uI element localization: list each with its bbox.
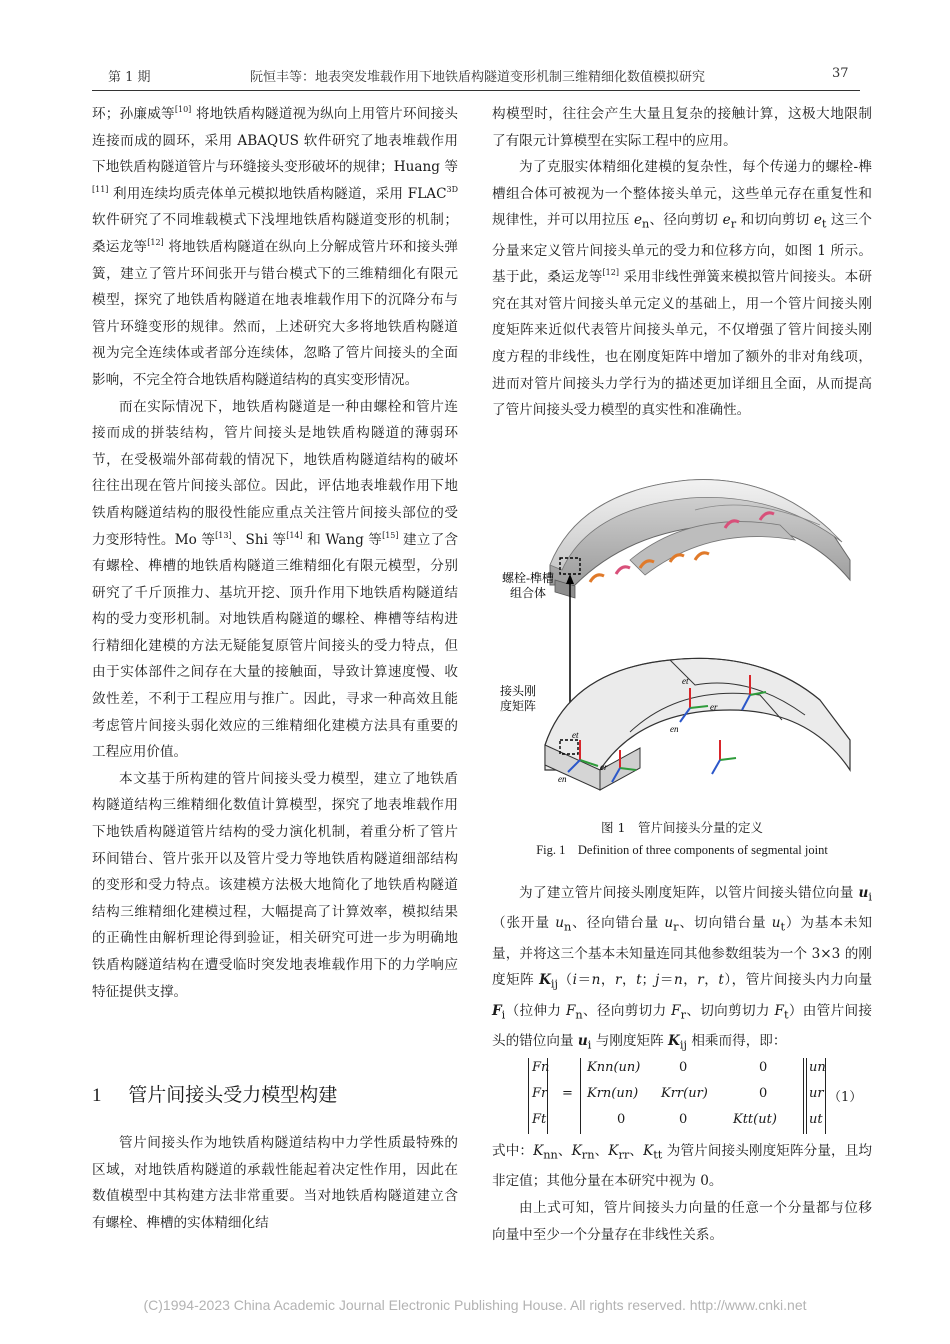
k-cell: Ktt(ut) <box>733 1112 777 1127</box>
disp-r: ur <box>809 1086 824 1101</box>
figure-caption-cn: 图 1 管片间接头分量的定义 <box>601 820 763 835</box>
k-cell: 0 <box>759 1060 768 1075</box>
figure-caption-en: Fig. 1 Definition of three components of segmental joint <box>536 843 828 857</box>
right-column <box>492 101 872 424</box>
axis-label-er: er <box>600 762 608 772</box>
k-cell: Krn(un) <box>587 1086 639 1101</box>
paragraph: 构模型时，往往会产生大量且复杂的接触计算，这极大地限制了有限元计算模型在实际工程中的应用。 <box>492 106 872 149</box>
paragraph: 而在实际情况下，地铁盾构隧道是一种由螺栓和管片连接而成的拼装结构，管片间接头是地铁盾构隧道的薄弱环节，在受极端外部荷载的情况下，地铁盾构隧道结构的破坏往往出现在管片间接头部位。因此，评估地表堆载作用下地铁盾构隧道结构的服役性能应重点关注管片间接头部位的受力变形特性。Mo 等[13]、Shi 等[14] 和 Wang 等[15] 建立了含有螺栓、榫槽的地铁盾构隧道三维精细化有限元模型，分别研究了千斤顶推力、基坑开挖、顶升作用下地铁盾构隧道结构的受力变形机制。对地铁盾构隧道的螺栓、榫槽等结构进行精细化建模的方法无疑能复原管片间接头的受力特点，但由于实体部件之间存在大量的接触面，导致计算速度慢、收敛性差，不利于工程应用与推广。因此，寻求一种高效且能考虑管片间接头弱化效应的三维精细化建模方法具有重要的工程应用价值。 <box>92 398 458 761</box>
figure-tunnel-joint <box>500 470 870 815</box>
left-column <box>92 101 458 1005</box>
force-n: Fn <box>532 1060 550 1075</box>
axis-label-et: et <box>682 676 689 686</box>
running-title: 阮恒丰等：地表突发堆载作用下地铁盾构隧道变形机制三维精细化数值模拟研究 <box>250 70 706 85</box>
equation-1 <box>492 1058 872 1138</box>
disp-n: un <box>809 1060 826 1075</box>
force-r: Fr <box>532 1086 548 1101</box>
paragraph: 环；孙廉威等[10] 将地铁盾构隧道视为纵向上用管片环间接头连接而成的圆环，采用 ABAQUS 软件研究了地表堆载作用下地铁盾构隧道管片与环缝接头变形破坏的规律；Huang 等[11] 利用连续均质壳体单元模拟地铁盾构隧道，采用 $FLAC^{3D}$ 软件研究了不同堆载模式下浅埋地铁盾构隧道变形的机制；桑运龙等[12] 将地铁盾构隧道在纵向上分解成管片环和接头弹簧，建立了管片环间张开与错台模式下的三维精细化有限元模型，探究了地铁盾构隧道在地表堆载作用下的沉降分布与管片环缝变形的规律。然而，上述研究大多将地铁盾构隧道视为完全连续体或者部分连续体，忽略了管片间接头的全面影响，不完全符合地铁盾构隧道结构的真实变形情况。 <box>92 105 459 388</box>
page-number: 37 <box>832 66 849 81</box>
k-cell: Krr(ur) <box>661 1086 708 1101</box>
label-bolt-line2: 组合体 <box>510 586 547 600</box>
axis-label-en: en <box>670 724 679 734</box>
section-number: 1 <box>92 1085 102 1106</box>
right-column-bottom <box>492 1138 872 1248</box>
right-column-mid <box>492 880 872 1058</box>
displacement-vector <box>806 1058 826 1134</box>
force-vector <box>528 1058 548 1134</box>
axis-label-er: er <box>710 702 718 712</box>
paragraph: 为了克服实体精细化建模的复杂性，每个传递力的螺栓-榫槽组合体可被视为一个整体接头单元，这些单元存在重复性和规律性，并可以用拉压 $e_n$、径向剪切 $e_r$ 和切向剪切 $e_t$ 这三个分量来定义管片间接头单元的受力和位移方向，如图 1 所示。基于此，桑运龙等[12] 采用非线性弹簧来模拟管片间接头。本研究在其对管片间接头单元定义的基础上，用一个管片间接头刚度矩阵来近似代表管片间接头单元，不仅增强了管片间接头刚度方程的非线性，也在刚度矩阵中增加了额外的非对角线项，进而对管片间接头力学行为的描述更加详细且全面，从而提高了管片间接头受力模型的真实性和准确性。 <box>492 159 872 419</box>
paragraph: 管片间接头作为地铁盾构隧道结构中力学性质最特殊的区域，对地铁盾构隧道的承载性能起着决定性作用，因此在数值模型中其构建方法非常重要。当对地铁盾构隧道建立含有螺栓、榫槽的实体精细化结 <box>92 1135 458 1231</box>
paragraph: 由上式可知，管片间接头力向量的任意一个分量都与位移向量中至少一个分量存在非线性关系。 <box>492 1199 872 1243</box>
k-cell: Knn(un) <box>587 1060 641 1075</box>
section-title: 管片间接头受力模型构建 <box>128 1085 338 1106</box>
k-cell: 0 <box>759 1086 768 1101</box>
k-cell: 0 <box>679 1112 688 1127</box>
paragraph: 为了建立管片间接头刚度矩阵，以管片间接头错位向量 $u_i$（张开量 $u_n$、径向错台量 $u_r$、切向错台量 $u_t$）为基本未知量，并将这三个基本未知量连同其他参数组装为一个 3×3 的刚度矩阵 $K_{ij}(i=n$，r，t；j＝n，r，t），管片间接头内力向量 $F_i$（拉伸力 $F_n$、径向剪切力 $F_r$、切向剪切力 $F_t$）由管片间接头的错位向量 $u_i$ 与刚度矩阵 $K_{ij}$ 相乘而得，即： <box>492 885 873 1052</box>
k-cell: 0 <box>679 1060 688 1075</box>
label-bolt-line1: 螺栓-榫槽 <box>502 571 554 585</box>
axis-label-en: en <box>558 774 567 784</box>
paragraph: 本文基于所构建的管片间接头受力模型，建立了地铁盾构隧道结构三维精细化数值计算模型，探究了地表堆载作用下地铁盾构隧道管片结构的受力演化机制，着重分析了管片环间错台、管片张开以及管片受力等地铁盾构隧道细部结构的变形和受力特点。该建模方法极大地简化了地铁盾构隧道结构三维精细化建模过程，大幅提高了计算效率，模拟结果的正确性由解析理论得到验证，相关研究可进一步为明确地铁盾构隧道结构在遭受临时突发地表堆载作用下的力学响应特征提供支撑。 <box>92 770 458 1000</box>
copyright-footer: (C)1994-2023 China Academic Journal Electronic Publishing House. All rights reserved. http://www.cnki.net <box>143 1297 807 1313</box>
left-column-bottom <box>92 1130 458 1236</box>
journal-issue: 第 1 期 <box>108 70 151 85</box>
equals-sign: = <box>562 1086 573 1101</box>
paragraph: 式中：$K_{nn}$、$K_{rn}$、$K_{rr}$、$K_{tt}$ 为管片间接头刚度矩阵分量，且均非定值；其他分量在本研究中视为 0。 <box>492 1143 873 1190</box>
k-cell: 0 <box>617 1112 626 1127</box>
matrix-tunnel-model <box>545 658 850 790</box>
label-matrix-line1: 接头刚 <box>500 684 537 698</box>
solid-tunnel-model <box>550 480 850 598</box>
section-heading <box>92 1080 337 1107</box>
disp-t: ut <box>809 1112 823 1127</box>
axis-label-et: et <box>572 730 579 740</box>
stiffness-matrix <box>580 1058 804 1134</box>
force-t: Ft <box>532 1112 547 1127</box>
label-matrix-line2: 度矩阵 <box>500 699 537 713</box>
header-rule <box>92 90 860 91</box>
equation-number: （1） <box>828 1090 863 1105</box>
